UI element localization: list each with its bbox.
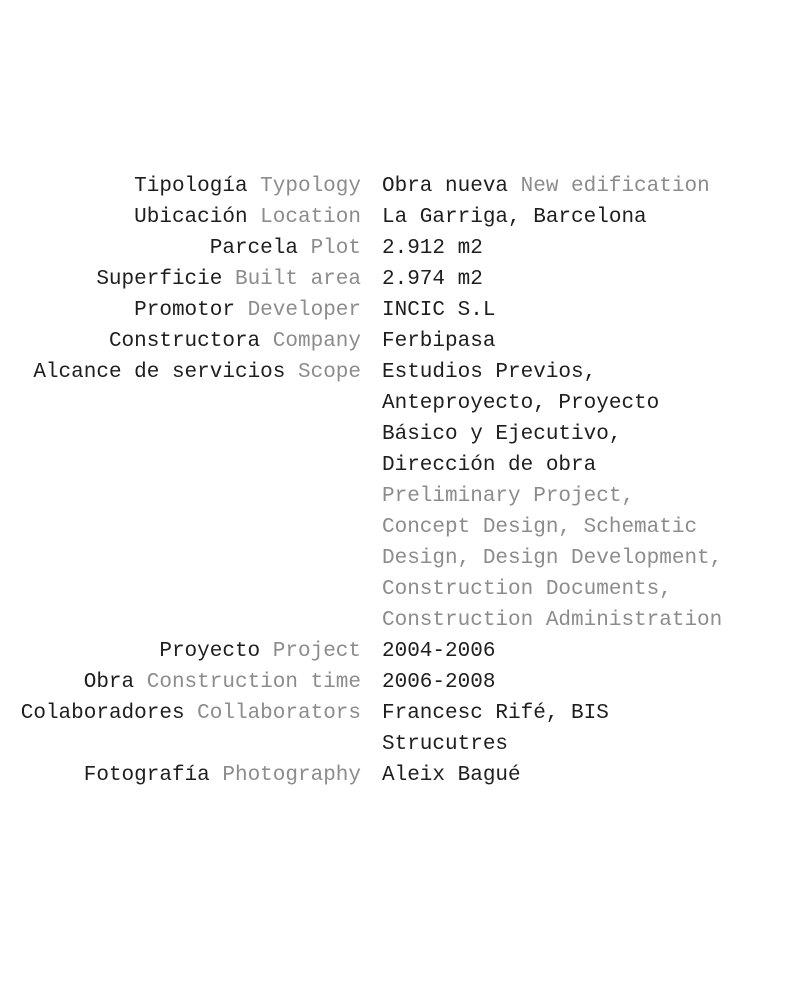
label-en: Scope xyxy=(297,361,361,384)
label-es: Alcance de servicios xyxy=(33,361,286,384)
row-value xyxy=(382,202,742,233)
value-line-en: Construction Documents, xyxy=(382,578,672,601)
value-line: Francesc Rifé, BIS xyxy=(382,702,609,725)
row-value xyxy=(382,326,742,357)
row-label xyxy=(0,326,361,357)
value-line-en: Concept Design, Schematic xyxy=(382,516,698,539)
label-es: Fotografía xyxy=(83,764,210,787)
detail-row-company xyxy=(0,326,801,357)
label-es: Constructora xyxy=(108,330,261,353)
value-line: La Garriga, Barcelona xyxy=(382,206,647,229)
detail-row-location xyxy=(0,202,801,233)
label-es: Superficie xyxy=(96,268,223,291)
row-label xyxy=(0,202,361,233)
detail-row-project xyxy=(0,636,801,667)
label-en: Typology xyxy=(260,175,361,198)
detail-row-developer xyxy=(0,295,801,326)
row-value xyxy=(382,171,742,202)
row-label xyxy=(0,233,361,264)
row-value xyxy=(382,357,742,636)
label-en: Plot xyxy=(310,237,361,260)
label-es: Proyecto xyxy=(159,640,261,663)
detail-row-plot xyxy=(0,233,801,264)
value-es: Obra nueva xyxy=(382,175,509,198)
row-label xyxy=(0,760,361,791)
label-es: Promotor xyxy=(134,299,235,322)
row-label xyxy=(0,264,361,295)
row-value xyxy=(382,264,742,295)
value-line: Estudios Previos, xyxy=(382,361,597,384)
project-details-sheet xyxy=(0,171,801,791)
value-line: Anteproyecto, Proyecto xyxy=(382,392,660,415)
detail-row-construction-time xyxy=(0,667,801,698)
label-en: Developer xyxy=(247,299,361,322)
detail-row-typology xyxy=(0,171,801,202)
label-en: Location xyxy=(260,206,361,229)
value-line-en: Construction Administration xyxy=(382,609,723,632)
value-line: Básico y Ejecutivo, xyxy=(382,423,622,446)
row-value xyxy=(382,295,742,326)
detail-row-scope xyxy=(0,357,801,636)
value-line: 2.974 m2 xyxy=(382,268,483,291)
detail-row-built-area xyxy=(0,264,801,295)
value-en: New edification xyxy=(520,175,710,198)
label-en: Collaborators xyxy=(197,702,361,725)
row-label xyxy=(0,667,361,698)
value-line: Dirección de obra xyxy=(382,454,597,477)
label-en: Construction time xyxy=(146,671,361,694)
label-es: Ubicación xyxy=(134,206,248,229)
row-value xyxy=(382,698,742,760)
value-line: INCIC S.L xyxy=(382,299,496,322)
detail-row-photography xyxy=(0,760,801,791)
value-line-en: Design, Design Development, xyxy=(382,547,723,570)
value-line: 2.912 m2 xyxy=(382,237,483,260)
row-label xyxy=(0,698,361,729)
row-label xyxy=(0,295,361,326)
label-es: Obra xyxy=(83,671,135,694)
value-line-en: Preliminary Project, xyxy=(382,485,635,508)
value-line: 2004-2006 xyxy=(382,640,496,663)
row-label xyxy=(0,636,361,667)
label-es: Colaboradores xyxy=(20,702,185,725)
value-line: Strucutres xyxy=(382,733,509,756)
label-en: Photography xyxy=(222,764,361,787)
row-value xyxy=(382,233,742,264)
row-value xyxy=(382,760,742,791)
label-en: Company xyxy=(272,330,361,353)
value-line: 2006-2008 xyxy=(382,671,496,694)
row-value xyxy=(382,636,742,667)
row-value xyxy=(382,667,742,698)
label-es: Parcela xyxy=(209,237,298,260)
label-en: Built area xyxy=(234,268,361,291)
label-es: Tipología xyxy=(134,175,248,198)
label-en: Project xyxy=(272,640,361,663)
value-line: Ferbipasa xyxy=(382,330,496,353)
row-label xyxy=(0,171,361,202)
value-line: Aleix Bagué xyxy=(382,764,521,787)
row-label xyxy=(0,357,361,388)
detail-row-collaborators xyxy=(0,698,801,760)
